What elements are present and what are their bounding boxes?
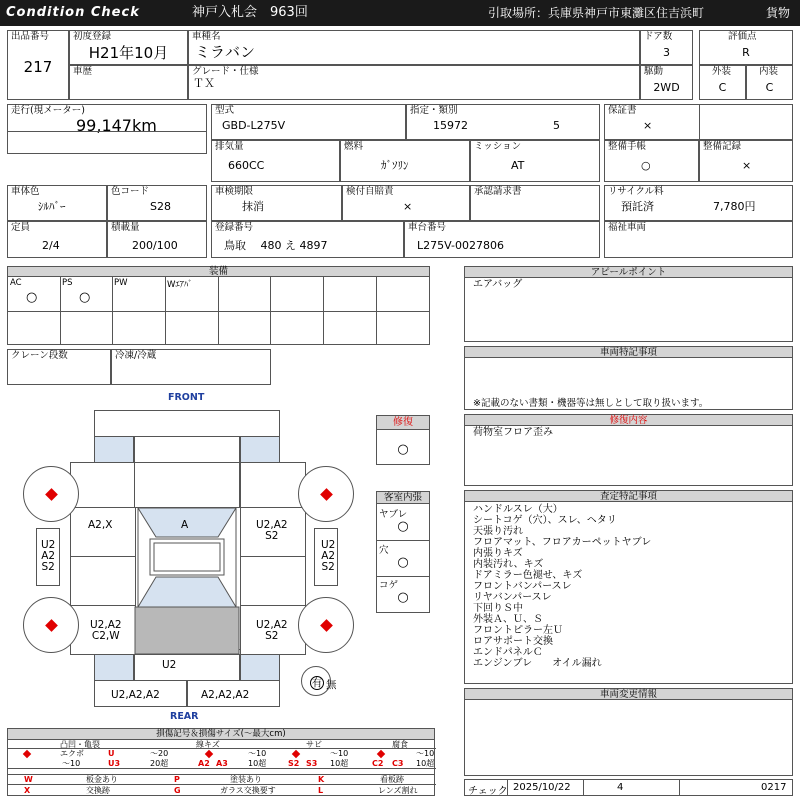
drive: 2WD: [653, 81, 680, 94]
legend-rust: サビ: [306, 740, 322, 749]
tire-yes: 有: [311, 677, 323, 689]
note-line: ドアミラー色褪せ、キズ: [473, 570, 583, 581]
front-bumper: [94, 410, 280, 437]
score-cell: [699, 30, 793, 65]
change-info-panel: [464, 688, 793, 776]
repair-title: 修復: [377, 416, 429, 430]
note-line: リヤバンパースレ: [473, 592, 552, 603]
right-rear-door-damage: U2,A2 S2: [256, 619, 288, 642]
legend-key-w: W: [24, 775, 33, 784]
legend-c2: C2: [372, 759, 384, 768]
rear-right-corner: [240, 654, 280, 681]
front-right-corner: [240, 436, 280, 463]
designation-cell: [406, 104, 600, 140]
crane-cell: [7, 349, 111, 385]
displacement-cell: [211, 140, 340, 182]
name-label: 車種名: [192, 31, 221, 42]
legend-key-x-desc: 交換跡: [86, 786, 110, 795]
legend-key-w-desc: 板金あり: [86, 775, 118, 784]
vehicle-category: 貨物: [766, 6, 791, 20]
check-date: 2025/10/22: [513, 782, 571, 793]
classification: 5: [553, 119, 560, 132]
liability-cell: [342, 185, 470, 221]
chassis-cell: [404, 221, 600, 258]
rear-bumper-right-damage: A2,A2,A2: [201, 689, 250, 701]
doors-cell: [640, 30, 693, 65]
interior-burn-mark: ○: [397, 590, 409, 605]
equip-ac-mark: ○: [26, 290, 38, 305]
legend-key-k-desc: 看板跡: [380, 775, 404, 784]
note-line: 天張り汚れ: [473, 526, 523, 537]
check-row: [464, 779, 793, 796]
plate-label: 登録番号: [215, 222, 254, 233]
history-cell: [69, 65, 188, 100]
equipment-title: 装備: [8, 267, 429, 277]
interior-hole-mark: ○: [397, 555, 409, 570]
approval-cell: [470, 185, 600, 221]
note-line: 下回りＳ中: [473, 603, 523, 614]
history-label: 車歴: [73, 66, 93, 77]
displacement: 660CC: [228, 159, 265, 172]
wheel-rear-left: [23, 597, 79, 653]
interior-tear-label: ヤブレ: [379, 509, 408, 520]
mileage: 99,147km: [76, 116, 157, 135]
drive-label: 駆動: [644, 66, 664, 77]
mileage-label: 走行(現メーター): [11, 105, 85, 116]
displacement-label: 排気量: [215, 141, 244, 152]
exterior-label: 外装: [712, 66, 732, 77]
legend-u3: U3: [108, 759, 121, 768]
rear-gate: [134, 654, 240, 681]
legend-key-p: P: [174, 775, 180, 784]
service-book-cell: [604, 140, 699, 182]
color-code: S28: [150, 200, 171, 213]
hood-damage: A: [181, 519, 189, 531]
repair-detail-title: 修復内容: [465, 415, 792, 426]
freezer-label: 冷凍/冷蔵: [115, 350, 157, 361]
plate-cell: [211, 221, 404, 258]
change-info-title: 車両変更情報: [465, 689, 792, 700]
legend-s3-size: 10超: [330, 759, 349, 768]
note-line: フロアマット、フロアカーペットヤブレ: [473, 537, 652, 548]
service-record-cell: [699, 140, 793, 182]
grade-cell: [188, 65, 640, 100]
rear-bumper-left-damage: U2,A2,A2: [111, 689, 160, 701]
liability-label: 検付自賠責: [346, 186, 394, 197]
left-mid: [70, 556, 136, 606]
fuel-label: 燃料: [344, 141, 364, 152]
designation: 15972: [433, 119, 468, 132]
capacity-label: 定員: [11, 222, 31, 233]
right-mid: [240, 556, 306, 606]
first-reg-label: 初度登録: [73, 31, 112, 42]
equip-ac-label: AC: [10, 278, 22, 288]
special-notes-line: ※記載のない書類・機器等は無しとして取り扱います。: [473, 398, 709, 409]
legend-a2: A2: [198, 759, 210, 768]
inspection-cell: [211, 185, 342, 221]
score-label: 評価点: [728, 31, 757, 42]
exterior: C: [718, 81, 727, 94]
damage-legend: [7, 728, 435, 796]
color-code-label: 色コード: [111, 186, 150, 197]
right-front-fender-top: [240, 462, 306, 508]
note-line: 内装汚れ、キズ: [473, 559, 544, 570]
transmission-cell: [470, 140, 600, 182]
note-line: シートコゲ（穴）、スレ、ヘタリ: [473, 515, 617, 526]
equip-ps-mark: ○: [79, 290, 91, 305]
legend-key-l-desc: レンズ割れ: [378, 786, 418, 795]
auction-title: 神戸入札会 963回: [192, 5, 308, 20]
equip-wairbag-label: Wｴｱﾊﾞ: [167, 280, 193, 290]
legend-c-size: ～10: [416, 749, 435, 758]
model-cell: [211, 104, 406, 140]
legend-u: U: [108, 749, 115, 758]
wheel-front-left: [23, 466, 79, 522]
load-cell: [107, 221, 207, 258]
legend-key-p-desc: 塗装あり: [230, 775, 262, 784]
wheel-front-right: [298, 466, 354, 522]
note-line: エンジンブレ オイル漏れ: [473, 658, 602, 669]
note-line: フロントバンパースレ: [473, 581, 572, 592]
wheel-rear-right: [298, 597, 354, 653]
first-reg-cell: [69, 30, 188, 65]
plate: 鳥取 480 え 4897: [224, 239, 328, 252]
interior-label: 内装: [759, 66, 779, 77]
body-color-cell: [7, 185, 107, 221]
legend-key-k: K: [318, 775, 325, 784]
equip-pw-label: PW: [114, 278, 128, 288]
body-color-label: 車体色: [11, 186, 40, 197]
legend-s3: S3: [306, 759, 318, 768]
fuel-cell: [340, 140, 470, 182]
note-line: フロントピラー左Ｕ: [473, 625, 563, 636]
legend-dent-small: ～10: [62, 759, 81, 768]
legend-a3-size: 10超: [248, 759, 267, 768]
equip-ps-label: PS: [62, 278, 73, 288]
interior-burn-label: コゲ: [379, 580, 399, 591]
crane-label: クレーン段数: [11, 350, 68, 361]
lot-label: 出品番号: [11, 31, 50, 42]
pickup-location: 引取場所：兵庫県神戸市東灘区住吉浜町: [488, 6, 705, 20]
doors: 3: [663, 46, 670, 59]
left-front-door-damage: A2,X: [88, 519, 113, 531]
freezer-cell: [111, 349, 271, 385]
legend-key-l: L: [318, 786, 324, 795]
grade: ＴＸ: [193, 77, 215, 90]
legend-s2: S2: [288, 759, 300, 768]
fuel: ｶﾞｿﾘﾝ: [381, 159, 409, 172]
note-line: ロアサポート交換: [473, 636, 553, 647]
appeal-panel: [464, 266, 793, 342]
left-front-door: [70, 507, 136, 557]
legend-title: 損傷記号＆損傷サイズ(～最大cm): [8, 729, 434, 740]
welfare-label: 福祉車両: [608, 222, 647, 233]
mileage-cell: [7, 104, 207, 154]
tire-no: 無: [326, 679, 337, 691]
legend-u-size: ～20: [150, 749, 169, 758]
front-left-corner: [94, 436, 134, 463]
legend-c3-size: 10超: [416, 759, 435, 768]
interior-state-panel: [376, 491, 430, 613]
recycle-label: リサイクル料: [608, 186, 664, 197]
lot-number: 217: [23, 58, 53, 76]
warranty-label: 保証書: [608, 105, 637, 116]
capacity: 2/4: [42, 239, 60, 252]
rear-left-corner: [94, 654, 134, 681]
legend-dent-code: エクボ: [60, 749, 84, 758]
welfare-cell: [604, 221, 793, 258]
color-code-cell: [107, 185, 207, 221]
warranty-cell: [604, 104, 793, 140]
note-line: ハンドルスレ（大）: [473, 504, 563, 515]
legend-corrosion: 腐食: [392, 740, 408, 749]
left-side-damage: U2 A2 S2: [41, 539, 56, 573]
legend-key-g: G: [174, 786, 181, 795]
first-reg: H21年10月: [88, 44, 169, 62]
note-line: 内張りキズ: [473, 548, 523, 559]
lot-number-cell: [7, 30, 69, 100]
body-color: ｼﾙﾊﾞｰ: [38, 200, 66, 213]
approval-label: 承認請求書: [474, 186, 522, 197]
appeal-line: エアバッグ: [473, 279, 523, 290]
transmission: AT: [511, 159, 525, 172]
liability: ×: [403, 200, 413, 213]
recycle-status: 預託済: [621, 200, 654, 213]
model: GBD-L275V: [222, 119, 286, 132]
warranty: ×: [643, 119, 653, 132]
designation-label: 指定・類別: [410, 105, 458, 116]
drive-cell: [640, 65, 693, 100]
legend-u3-size: 20超: [150, 759, 169, 768]
inspection: 抹消: [242, 200, 264, 213]
check-code: 0217: [761, 782, 787, 793]
legend-scratch: 線キズ: [196, 740, 220, 749]
recycle-cell: [604, 185, 793, 221]
left-rear-door-damage: U2,A2 C2,W: [90, 619, 122, 642]
model-label: 型式: [215, 105, 235, 116]
legend-s-size: ～10: [330, 749, 349, 758]
repair-mark: ○: [397, 442, 409, 457]
appeal-title: アピールポイント: [465, 267, 792, 278]
recycle-fee: 7,780円: [713, 200, 756, 213]
equipment-panel: [7, 266, 430, 345]
chassis-label: 車台番号: [408, 222, 447, 233]
repair-detail-line: 荷物室フロア歪み: [473, 427, 553, 438]
front-label: FRONT: [168, 392, 205, 403]
rear-label: REAR: [170, 711, 199, 722]
check-num: 4: [617, 782, 624, 793]
interior-cell: [746, 65, 793, 100]
header-bar: [0, 0, 800, 26]
repair-box: [376, 415, 430, 465]
capacity-cell: [7, 221, 107, 258]
legend-c3: C3: [392, 759, 404, 768]
car-name-cell: [188, 30, 640, 65]
legend-key-g-desc: ガラス交換要す: [220, 786, 276, 795]
interior-tear-mark: ○: [397, 519, 409, 534]
inspection-notes-panel: [464, 490, 793, 684]
legend-dent: 凸凹・亀裂: [60, 740, 100, 749]
grade-label: グレード・仕様: [192, 66, 259, 77]
check-label: チェック: [468, 786, 508, 797]
transmission-label: ミッション: [474, 141, 522, 152]
right-front-door-damage: U2,A2 S2: [256, 519, 288, 542]
interior-state-title: 客室内張: [377, 492, 429, 504]
legend-key-x: X: [24, 786, 31, 795]
score: R: [742, 46, 750, 59]
brand-title: Condition Check: [6, 5, 140, 20]
doors-label: ドア数: [644, 31, 673, 42]
rear-gate-damage: U2: [162, 659, 177, 671]
interior-hole-label: 穴: [379, 545, 389, 556]
legend-a-size: ～10: [248, 749, 267, 758]
legend-a3: A3: [216, 759, 228, 768]
special-notes-title: 車両特記事項: [465, 347, 792, 358]
car-name: ミラバン: [195, 43, 256, 61]
service-book-label: 整備手帳: [608, 141, 647, 152]
inspection-label: 車検期限: [215, 186, 254, 197]
repair-detail-panel: [464, 414, 793, 486]
load-label: 積載量: [111, 222, 140, 233]
service-record-label: 整備記録: [703, 141, 742, 152]
hood-top: [134, 462, 240, 508]
inspection-notes-title: 査定特記事項: [465, 491, 792, 502]
exterior-cell: [699, 65, 746, 100]
note-line: エンドパネルＣ: [473, 647, 543, 658]
front-panel: [134, 436, 240, 463]
chassis: L275V-0027806: [417, 239, 504, 252]
note-line: 外装Ａ、Ｕ、Ｓ: [473, 614, 543, 625]
interior: C: [765, 81, 774, 94]
left-front-fender-top: [70, 462, 136, 508]
load: 200/100: [132, 239, 178, 252]
right-side-damage: U2 A2 S2: [321, 539, 336, 573]
service-book: ○: [641, 159, 651, 172]
service-record: ×: [742, 159, 752, 172]
special-notes-panel: [464, 346, 793, 410]
